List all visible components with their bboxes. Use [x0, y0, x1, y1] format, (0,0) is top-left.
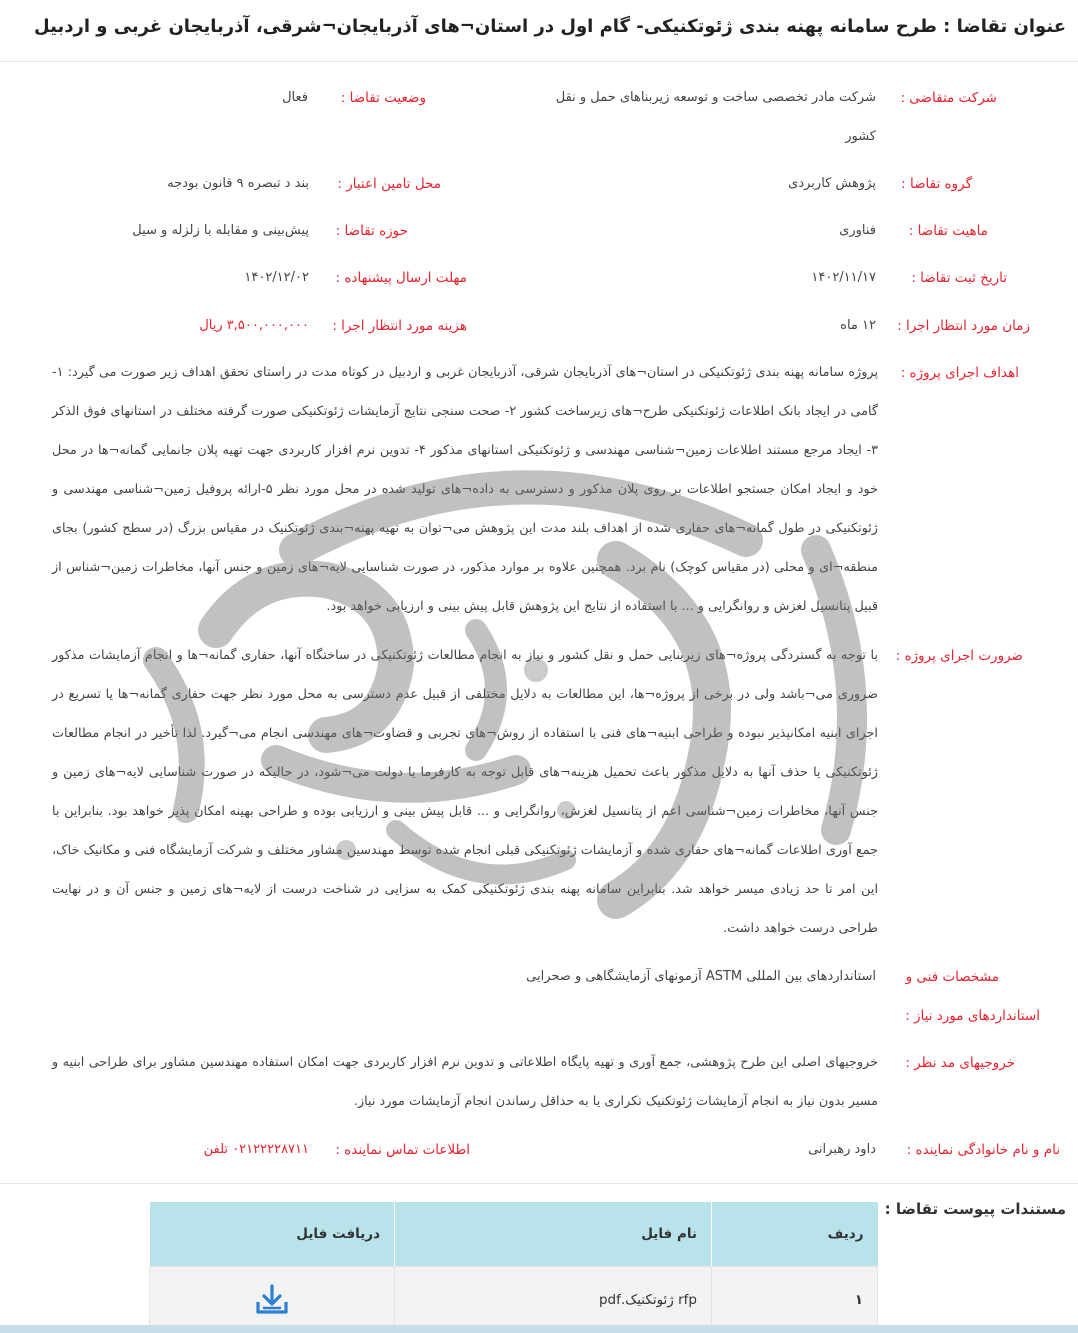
request-group-label: گروه تقاضا : — [901, 176, 972, 192]
header-row-number: ردیف — [712, 1202, 878, 1266]
download-icon[interactable] — [254, 1284, 290, 1316]
request-group-value: پژوهش کاربردی — [788, 176, 876, 191]
expected-outputs-label: خروجیهای مد نظر : — [905, 1055, 1015, 1071]
applicant-company-value-cont: کشور — [845, 129, 876, 144]
proposal-deadline-label: مهلت ارسال پیشنهاده : — [335, 270, 467, 286]
attachments-table — [149, 1202, 878, 1333]
representative-name-value: داود رهبرانی — [808, 1142, 876, 1157]
project-goals-label: اهداف اجرای پروژه : — [900, 365, 1019, 381]
header-download: دریافت فایل — [150, 1202, 395, 1266]
expected-cost-label: هزینه مورد انتظار اجرا : — [332, 318, 467, 334]
proposal-deadline-value: ۱۴۰۲/۱۲/۰۲ — [244, 270, 309, 285]
section-divider — [0, 1183, 1078, 1184]
attachments-header-row — [150, 1202, 878, 1266]
representative-contact-label: اطلاعات تماس نماینده : — [335, 1142, 470, 1158]
page-title: عنوان تقاضا : طرح سامانه پهنه بندی ژئوتکنیکی- گام اول در استان¬های آذربایجان¬شرقی، آذربایجان غربی و اردبیل — [34, 16, 1066, 37]
attachments-title: مستندات پیوست تقاضا : — [884, 1200, 1066, 1218]
expected-duration-value: ۱۲ ماه — [840, 318, 876, 333]
request-domain-label: حوزه تقاضا : — [335, 223, 408, 239]
applicant-company-label: شرکت متقاضی : — [900, 90, 997, 106]
funding-source-value: بند د تبصره ۹ قانون بودجه — [167, 176, 309, 191]
representative-name-label: نام و نام خانوادگی نماینده : — [906, 1142, 1060, 1158]
file-name-cell: rfp ژئوتکنیک.pdf — [395, 1266, 712, 1333]
registration-date-label: تاریخ ثبت تقاضا : — [911, 270, 1007, 286]
expected-outputs-text: خروجیهای اصلی این طرح پژوهشی، جمع آوری و تهیه پایگاه اطلاعاتی و تدوین نرم افزار کاربردی جهت امکان استفاده مهندسین مشاور برای طراحی ابنیه و مسیر بدون نیاز به انجام آزمایشات ژئوتکنیک تکراری یا به حداقل رساندن انجام آزمایشات مورد نیاز. — [52, 1055, 878, 1109]
applicant-company-value: شرکت مادر تخصصی ساخت و توسعه زیربناهای حمل و نقل — [555, 90, 876, 105]
request-status-label: وضعیت تقاضا : — [340, 90, 426, 106]
representative-contact-value: ۰۲۱۲۲۲۲۸۷۱۱ تلفن — [203, 1142, 309, 1157]
technical-specs-value: استانداردهای بین المللی ASTM آزمونهای آزمایشگاهی و صحرایی — [526, 969, 876, 984]
table-row — [150, 1266, 878, 1333]
request-domain-value: پیش‌بینی و مقابله با زلزله و سیل — [132, 223, 309, 238]
technical-specs-label-cont: استانداردهای مورد نیاز : — [905, 1008, 1040, 1024]
funding-source-label: محل تامین اعتبار : — [337, 176, 441, 192]
download-cell — [150, 1266, 395, 1333]
project-goals-text: پروژه سامانه پهنه بندی ژئوتکنیکی در استان¬های آذربایجان شرقی، آذربایجان غربی و اردبیل در کوتاه مدت در راستای تحقق اهداف زیر صورت می گیرد: ۱-گامی در ایجاد بانک اطلاعات ژئوتکنیکی طرح¬های زیرساخت کشور ۲- صحت سنجی نتایج آزمایشات ژئوتکنیکی صورت گرفته مختلف در استانهای فوق الذکر ۳- ایجاد مرجع مستند اطلاعات زمین¬شناسی مهندسی و ژئوتکنیکی استانهای مذکور ۴- تدوین نرم افزار کاربردی جهت تهیه پلان جانمایی گمانه¬ها در محل خود و ایجاد امکان جستجو اطلاعات بر روی پلان مذکور و دسترسی به داده¬های تولید شده در محل مورد نظر ۵-ارائه پروفیل زمین¬شناسی مهندسی و ژئوتکنیکی در طول گمانه¬های حفاری شده از اهداف بلند مدت این پژوهش می¬توان به تهیه پهنه¬بندی ژئوتکنیک در مقیاس بزرگ (در سطح کشور) بجای منطقه¬ای و محلی (در مقیاس کوچک) نام برد. همچنین علاوه بر موارد مذکور، در صورت شناسایی لایه¬های زمین و جنس آنها، مخاطرات زمین¬شناس از قبیل پتانسیل لغزش و روانگرایی و ... با استفاده از نتایج این پژوهش قابل پیش بینی و ارزیابی خواهد بود. — [52, 365, 879, 614]
expected-duration-label: زمان مورد انتظار اجرا : — [897, 318, 1030, 334]
request-status-value: فعال — [282, 90, 308, 105]
bottom-strip — [0, 1325, 1078, 1333]
project-necessity-text: با توجه به گستردگی پروژه¬های زیربنایی حمل و نقل کشور و نیاز به انجام مطالعات ژئوتکنیکی در ساختگاه آنها، حفاری گمانه¬ها و انجام آزمایشات مذکور ضروری می¬باشد ولی در برخی از پروژه¬ها، این مطالعات به دلایل مختلفی از قبیل عدم دسترسی به محل مورد نظر جهت حفاری گمانه¬ها یا تسریع در اجرای ابنیه امکانپذیر نبوده و طراحی ابنیه¬های فنی با استفاده از روش¬های تجربی و قضاوت¬های مهندسی انجام می¬گیرد. لذا تأخیر در انجام مطالعات ژئوتکنیکی یا حذف آنها به دلایل مذکور باعث تحمیل هزینه¬های قابل توجه به کارفرما یا دولت می¬شود، در حالیکه در صورت شناسایی لایه¬های زمین و جنس آنها، مخاطرات زمین¬شناسی اعم از پتانسیل لغزش، روانگرایی و ... قابل پیش بینی و ارزیابی بوده و طراحی بهینه امکان پذیر خواهد بود. بنابراین با جمع آوری اطلاعات گمانه¬های حفاری شده و آزمایشات ژئوتکنیکی قبلی انجام شده توسط مهندسین مشاور مختلف و شرکت آزمایشگاه فنی و مکانیک خاک، این امر تا حد زیادی میسر خواهد شد. بنابراین سامانه پهنه بندی ژئوتکنیکی کمک به سزایی در شناخت درست از لایه¬های زمین و جنس آن و در نهایت طراحی درست خواهد داشت. — [52, 648, 878, 936]
row-number-cell: ۱ — [712, 1266, 878, 1333]
registration-date-value: ۱۴۰۲/۱۱/۱۷ — [811, 270, 876, 285]
header-file-name: نام فایل — [395, 1202, 712, 1266]
technical-specs-label: مشخصات فنی و — [905, 969, 999, 985]
request-nature-label: ماهیت تقاضا : — [908, 223, 988, 239]
expected-cost-value: ۳,۵۰۰,۰۰۰,۰۰۰ ریال — [199, 318, 309, 333]
request-nature-value: فناوری — [839, 223, 876, 238]
title-bar — [0, 0, 1078, 62]
project-necessity-label: ضرورت اجرای پروژه : — [895, 648, 1023, 664]
